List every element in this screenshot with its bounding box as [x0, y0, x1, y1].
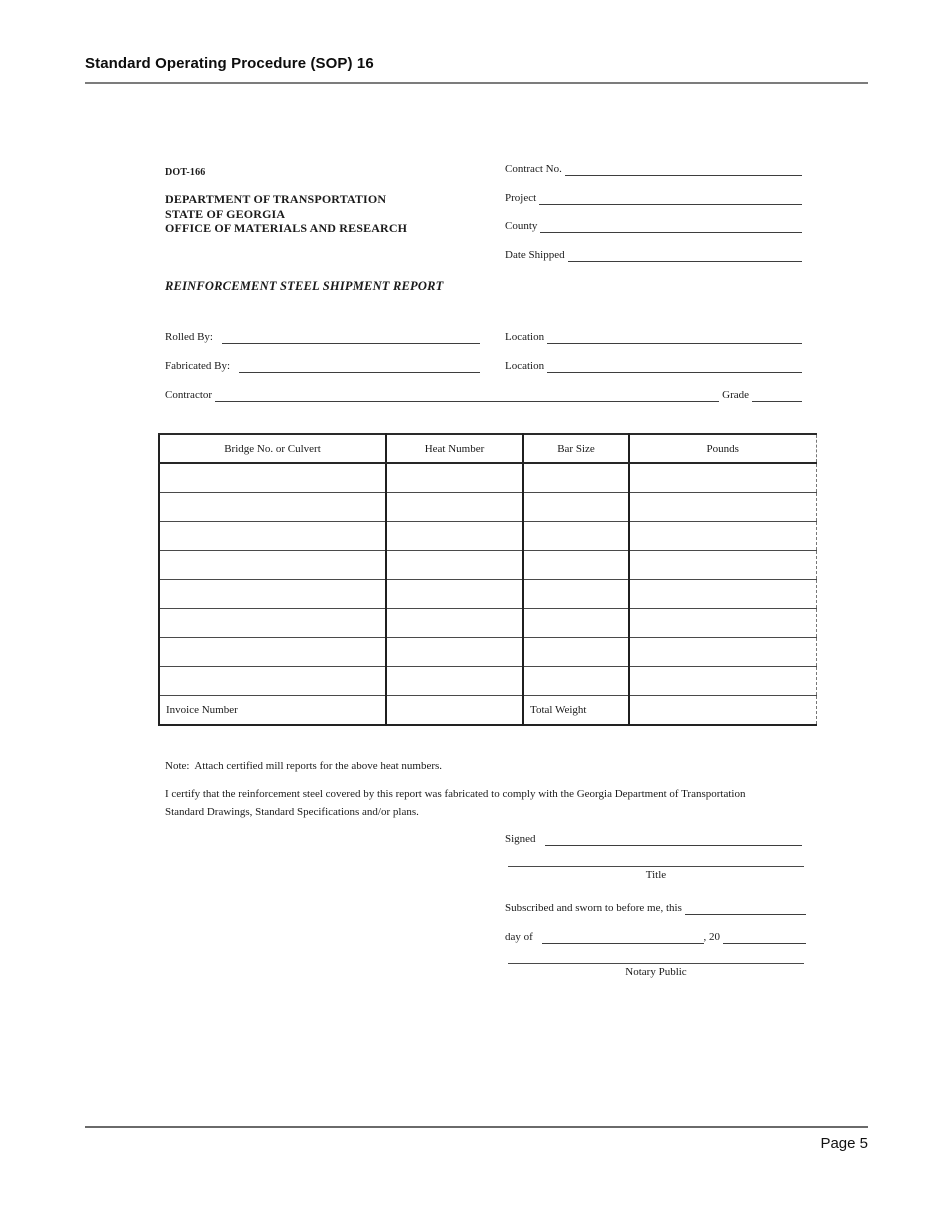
table-cell	[159, 492, 386, 521]
rolled-by-field	[165, 330, 480, 344]
rolled-by-label: Rolled By:	[165, 331, 213, 343]
agency-line: OFFICE OF MATERIALS AND RESEARCH	[165, 221, 408, 235]
form-number: DOT-166	[165, 167, 206, 178]
table-cell	[386, 521, 523, 550]
signed-label: Signed	[505, 833, 536, 845]
rolled-by-line	[222, 330, 480, 344]
county-field	[505, 219, 802, 233]
title-caption: Title	[645, 869, 667, 881]
sworn-line	[685, 901, 806, 915]
table-cell	[629, 608, 816, 637]
col-pounds: Pounds	[629, 434, 816, 463]
table-cell	[523, 550, 629, 579]
grade-label: Grade	[722, 389, 749, 401]
fabricated-by-field	[165, 359, 480, 373]
table-row	[159, 579, 816, 608]
shipment-table-footer	[159, 695, 816, 725]
table-cell	[159, 666, 386, 695]
table-cell	[629, 637, 816, 666]
fabricated-by-line	[239, 359, 480, 373]
table-cell	[159, 608, 386, 637]
day-of-label: day of	[505, 931, 533, 943]
col-heat-number: Heat Number	[386, 434, 523, 463]
contract-no-line	[565, 162, 802, 176]
total-weight-label: Total Weight	[523, 695, 629, 725]
table-cell	[386, 492, 523, 521]
date-shipped-label: Date Shipped	[505, 249, 565, 261]
table-cell	[523, 492, 629, 521]
fabricated-location-field	[505, 359, 802, 373]
county-line	[540, 219, 802, 233]
table-cell	[159, 579, 386, 608]
table-cell	[159, 550, 386, 579]
note-text: Note: Attach certified mill reports for the above heat numbers.	[165, 760, 443, 772]
page-number: Page 5	[820, 1135, 868, 1152]
total-weight-cell	[629, 695, 816, 725]
sworn-field	[505, 901, 806, 915]
totals-row	[159, 695, 816, 725]
table-row	[159, 666, 816, 695]
table-cell	[523, 666, 629, 695]
table-cell	[386, 637, 523, 666]
certification-text	[165, 786, 745, 821]
signed-field	[505, 832, 802, 846]
table-cell	[386, 579, 523, 608]
table-cell	[523, 521, 629, 550]
table-row	[159, 608, 816, 637]
year-prefix-label: , 20	[703, 931, 720, 943]
notary-caption: Notary Public	[625, 966, 687, 978]
project-field	[505, 191, 802, 205]
certification-line: I certify that the reinforcement steel covered by this report was fabricated to comply with the Georgia Department of Transportation	[165, 788, 746, 800]
invoice-number-label: Invoice Number	[159, 695, 386, 725]
signed-line	[545, 832, 802, 846]
table-cell	[523, 463, 629, 492]
table-row	[159, 492, 816, 521]
table-cell	[629, 666, 816, 695]
project-line	[539, 191, 802, 205]
project-label: Project	[505, 192, 537, 204]
sworn-label: Subscribed and sworn to before me, this	[505, 902, 682, 914]
title-block	[508, 852, 804, 881]
table-cell	[159, 521, 386, 550]
month-line	[542, 930, 704, 944]
rolled-location-line	[547, 330, 802, 344]
date-shipped-line	[568, 248, 802, 262]
year-line	[723, 930, 806, 944]
county-label: County	[505, 220, 538, 232]
table-cell	[159, 463, 386, 492]
header-divider	[85, 82, 868, 84]
table-row	[159, 463, 816, 492]
table-cell	[629, 550, 816, 579]
table-cell	[629, 492, 816, 521]
table-cell	[386, 666, 523, 695]
table-cell	[159, 637, 386, 666]
shipment-table-body	[159, 463, 816, 695]
table-cell	[386, 550, 523, 579]
title-line	[508, 852, 804, 867]
notary-line	[508, 949, 804, 964]
grade-line	[752, 388, 802, 402]
table-row	[159, 550, 816, 579]
table-cell	[629, 521, 816, 550]
fabricated-location-line	[547, 359, 802, 373]
table-cell	[629, 463, 816, 492]
header-row	[159, 434, 816, 463]
table-row	[159, 521, 816, 550]
agency-block	[165, 192, 407, 236]
table-cell	[523, 579, 629, 608]
table-row	[159, 637, 816, 666]
contract-no-field	[505, 162, 802, 176]
invoice-number-cell	[386, 695, 523, 725]
date-shipped-field	[505, 248, 802, 262]
certification-line: Standard Drawings, Standard Specifications and/or plans.	[165, 805, 419, 818]
shipment-table-header	[159, 434, 816, 463]
table-cell	[629, 579, 816, 608]
col-bar-size: Bar Size	[523, 434, 629, 463]
contract-no-label: Contract No.	[505, 163, 562, 175]
table-cell	[386, 608, 523, 637]
footer-divider	[85, 1126, 868, 1128]
report-title: REINFORCEMENT STEEL SHIPMENT REPORT	[165, 279, 444, 293]
col-bridge-no: Bridge No. or Culvert	[159, 434, 386, 463]
page-title: Standard Operating Procedure (SOP) 16	[85, 55, 374, 72]
contractor-label: Contractor	[165, 389, 213, 401]
agency-line: STATE OF GEORGIA	[165, 206, 286, 221]
location-label: Location	[505, 360, 545, 372]
agency-line: DEPARTMENT OF TRANSPORTATION	[165, 192, 387, 206]
rolled-location-field	[505, 330, 802, 344]
notary-block	[508, 949, 804, 978]
table-cell	[523, 637, 629, 666]
contractor-line	[215, 388, 719, 402]
day-of-field	[505, 930, 806, 944]
shipment-table	[158, 433, 817, 726]
table-cell	[523, 608, 629, 637]
fabricated-by-label: Fabricated By:	[165, 360, 231, 372]
table-cell	[386, 463, 523, 492]
location-label: Location	[505, 331, 545, 343]
contractor-grade-field	[165, 388, 802, 402]
